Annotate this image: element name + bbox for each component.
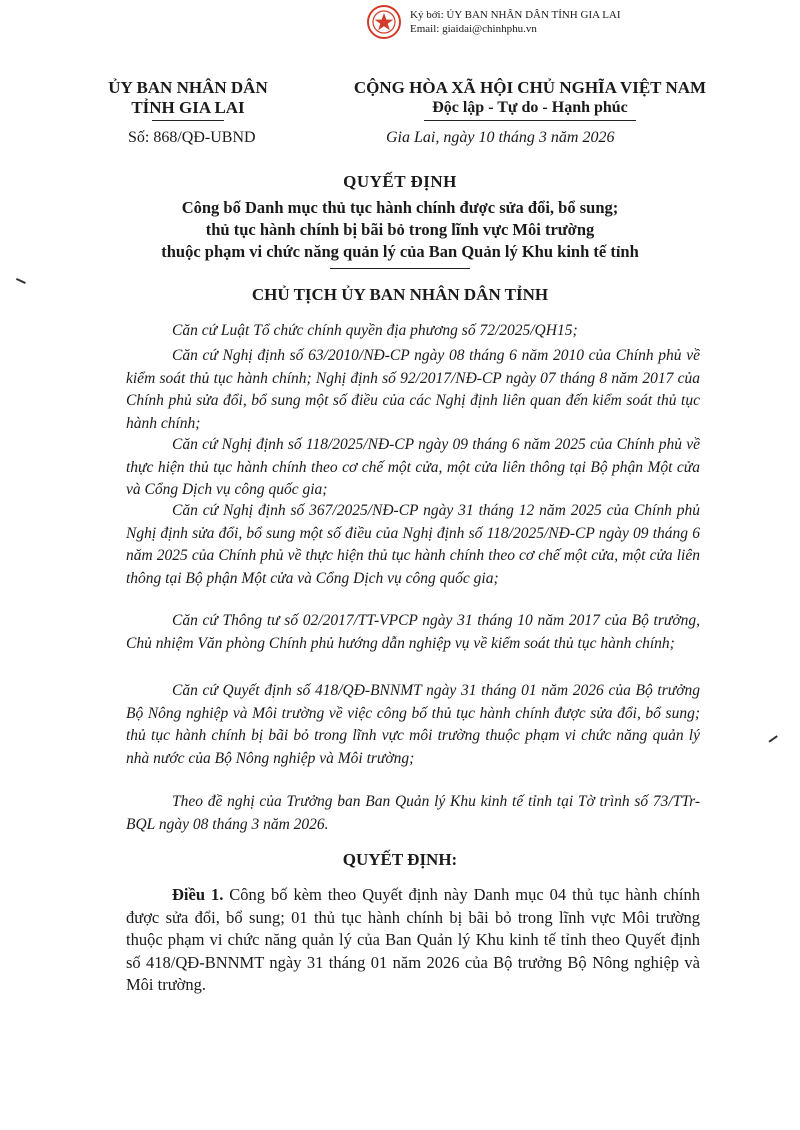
digital-signature: [366, 4, 666, 40]
national-motto: [300, 78, 760, 121]
title-rule: [330, 268, 470, 269]
decision-heading: QUYẾT ĐỊNH:: [342, 850, 458, 869]
seal-icon: [366, 4, 402, 40]
title-line-2: thủ tục hành chính bị bãi bỏ trong lĩnh vực Môi trường: [205, 220, 595, 239]
preamble-paragraph: Căn cứ Luật Tổ chức chính quyền địa phương số 72/2025/QH15;: [172, 322, 578, 339]
document-date: Gia Lai, ngày 10 tháng 3 năm 2026: [386, 129, 615, 146]
document-type-heading: QUYẾT ĐỊNH: [343, 172, 457, 191]
article-1: [126, 884, 700, 997]
scan-mark: [16, 278, 26, 284]
title-line-1: Công bố Danh mục thủ tục hành chính được sửa đổi, bổ sung;: [181, 198, 619, 217]
preamble-paragraph: Căn cứ Quyết định số 418/QĐ-BNNMT ngày 31 tháng 01 năm 2026 của Bộ trưởng Bộ Nông nghiệp và Môi trường về việc công bố thủ tục hành chính được sửa đổi, bổ sung; thủ tục hành chính bị bãi bỏ trong lĩnh vực môi trường thuộc phạm vi chức năng quản lý nhà nước của Bộ Nông nghiệp và Môi trường;: [126, 682, 700, 767]
document-number: Số: 868/QĐ-UBND: [128, 129, 256, 146]
issuing-authority: [88, 78, 288, 121]
org-name-line2: TỈNH GIA LAI: [131, 98, 245, 117]
scan-mark: [768, 735, 777, 742]
article-1-label: Điều 1.: [172, 885, 224, 904]
preamble-paragraph: Căn cứ Thông tư số 02/2017/TT-VPCP ngày 31 tháng 10 năm 2017 của Bộ trưởng, Chủ nhiệm Văn phòng Chính phủ hướng dẫn nghiệp vụ về kiểm soát thủ tục hành chính;: [126, 612, 700, 652]
header-rule-right: [424, 120, 636, 121]
preamble-paragraph: Căn cứ Nghị định số 63/2010/NĐ-CP ngày 08 tháng 6 năm 2010 của Chính phủ về kiểm soát thủ tục hành chính; Nghị định số 92/2017/NĐ-CP ngày 07 tháng 8 năm 2017 của Chính phủ sửa đổi, bổ sung một số điều của các Nghị định liên quan đến kiểm soát thủ tục hành chính;: [126, 347, 700, 432]
header-rule-left: [152, 120, 224, 121]
country-name: CỘNG HÒA XÃ HỘI CHỦ NGHĨA VIỆT NAM: [353, 78, 707, 97]
motto: Độc lập - Tự do - Hạnh phúc: [432, 99, 628, 116]
signed-by-text: Ký bởi: ỦY BAN NHÂN DÂN TỈNH GIA LAI: [410, 9, 621, 21]
article-1-text: Công bố kèm theo Quyết định này Danh mục 04 thủ tục hành chính được sửa đổi, bổ sung; 01 thủ tục hành chính bị bãi bỏ trong lĩnh vực Môi trường thuộc phạm vi chức năng quản lý của Ban Quản lý Khu kinh tế tỉnh theo Quyết định số 418/QĐ-BNNMT ngày 31 tháng 01 năm 2026 của Bộ trưởng Bộ Nông nghiệp và Môi trường.: [126, 885, 700, 994]
signature-email: Email: giaidai@chinhphu.vn: [410, 23, 537, 35]
org-name-line1: ỦY BAN NHÂN DÂN: [108, 78, 268, 97]
preamble-paragraph: Căn cứ Nghị định số 118/2025/NĐ-CP ngày 09 tháng 6 năm 2025 của Chính phủ về thực hiện thủ tục hành chính theo cơ chế một cửa, một cửa liên thông tại Bộ phận Một cửa và Cổng Dịch vụ công quốc gia;: [126, 436, 700, 498]
preamble-paragraph: Theo đề nghị của Trưởng ban Ban Quản lý Khu kinh tế tỉnh tại Tờ trình số 73/TTr-BQL ngày 08 tháng 3 năm 2026.: [126, 793, 700, 833]
title-line-3: thuộc phạm vi chức năng quản lý của Ban Quản lý Khu kinh tế tỉnh: [161, 242, 639, 261]
preamble-paragraph: Căn cứ Nghị định số 367/2025/NĐ-CP ngày 31 tháng 12 năm 2025 của Chính phủ Nghị định sửa đổi, bổ sung một số điều của Nghị định số 118/2025/NĐ-CP ngày 09 tháng 6 năm 2025 của Chính phủ về thực hiện thủ tục hành chính theo cơ chế một cửa, một cửa liên thông tại Bộ phận Một cửa và Cổng Dịch vụ công quốc gia;: [126, 502, 700, 587]
authority-heading: CHỦ TỊCH ỦY BAN NHÂN DÂN TỈNH: [251, 285, 549, 304]
